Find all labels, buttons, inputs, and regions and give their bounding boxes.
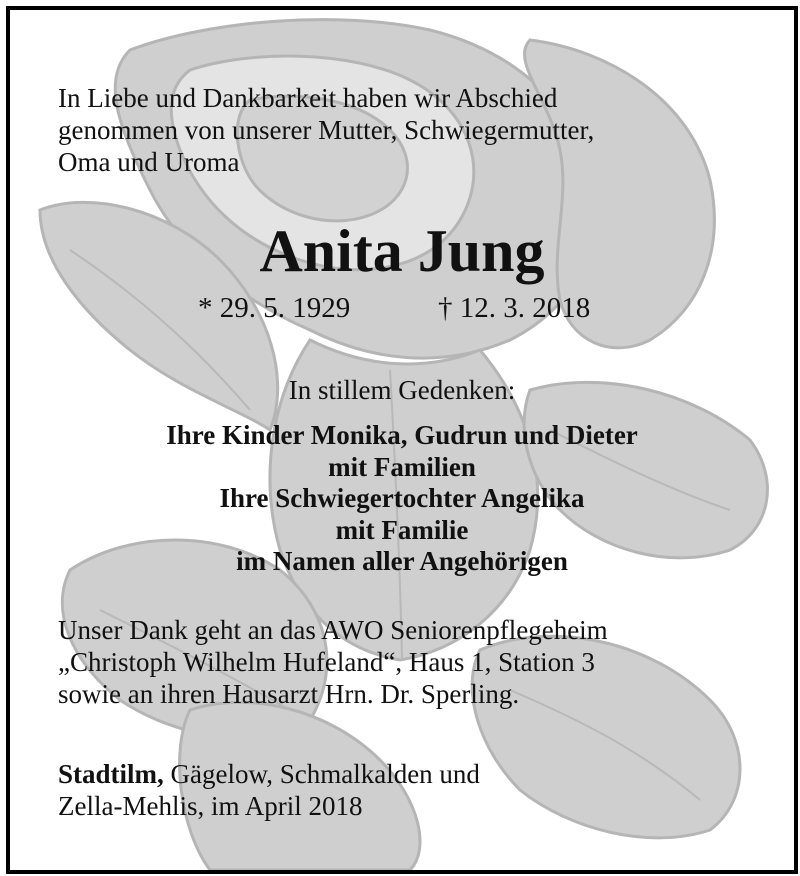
notice-text	[10, 10, 794, 870]
other-towns: Gägelow, Schmalkalden und	[163, 759, 480, 789]
thanks-line: Unser Dank geht an das AWO Seniorenpflegeheim	[58, 615, 608, 645]
death-date: † 12. 3. 2018	[438, 292, 591, 324]
obituary-notice	[6, 6, 798, 874]
thanks-line: sowie an ihren Hausarzt Hrn. Dr. Sperling.	[58, 679, 520, 709]
intro-line: Oma und Uroma	[58, 147, 240, 177]
place-line-1	[58, 758, 778, 790]
remembrance-heading: In stillem Gedenken:	[288, 375, 516, 405]
birth-date: * 29. 5. 1929	[198, 292, 351, 324]
life-dates	[10, 290, 794, 326]
mourners-line: Ihre Schwiegertochter Angelika	[219, 483, 585, 513]
mourners-line: Ihre Kinder Monika, Gudrun und Dieter	[166, 420, 638, 450]
intro-line: genommen von unserer Mutter, Schwiegermutter,	[58, 115, 595, 145]
town-name: Stadtilm,	[58, 759, 164, 789]
deceased-name: Anita Jung	[259, 218, 545, 284]
place-and-date	[58, 758, 778, 822]
mourners-list	[10, 420, 794, 578]
intro-line: In Liebe und Dankbarkeit haben wir Abschied	[58, 83, 558, 113]
mourners-line: mit Familie	[335, 514, 469, 545]
mourners-line: im Namen aller Angehörigen	[236, 546, 568, 576]
mourners-line: mit Familien	[328, 451, 476, 482]
intro-paragraph	[58, 82, 758, 178]
thanks-line: „Christoph Wilhelm Hufeland“, Haus 1, Station 3	[58, 647, 595, 677]
thanks-paragraph	[58, 614, 778, 710]
place-line-2: Zella-Mehlis, im April 2018	[58, 791, 363, 821]
